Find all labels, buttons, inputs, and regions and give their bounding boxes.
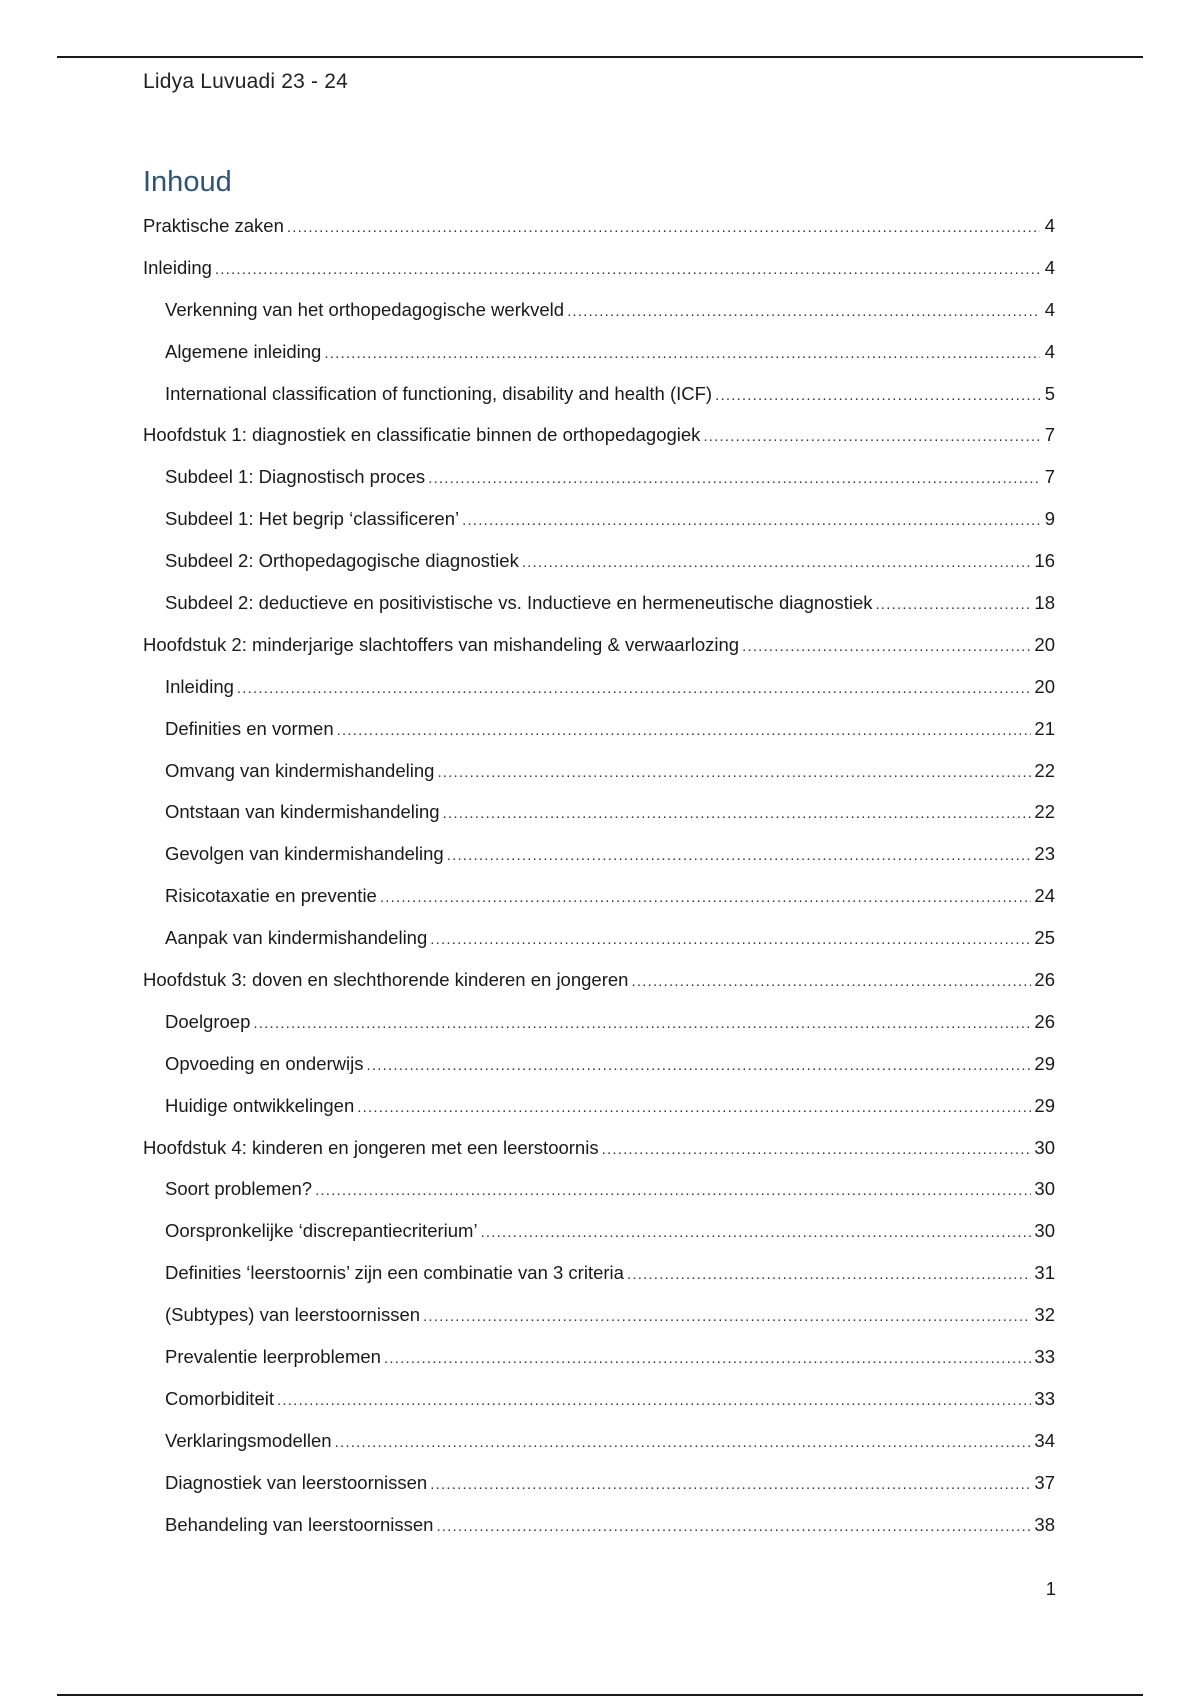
- toc-entry-page: 20: [1034, 675, 1055, 697]
- toc-entry-page: 7: [1044, 466, 1055, 488]
- toc-subentry[interactable]: [143, 582, 1055, 624]
- footer-rule: [57, 1694, 1143, 1696]
- toc-entry[interactable]: [143, 959, 1055, 1001]
- toc-entry-label: Subdeel 1: Het begrip ‘classificeren’: [165, 508, 460, 530]
- toc-entry-page: 29: [1034, 1052, 1055, 1074]
- toc-entry-label: Prevalentie leerproblemen: [165, 1346, 381, 1368]
- toc-leader-dots: [567, 291, 1040, 333]
- toc-subentry[interactable]: [143, 1336, 1055, 1378]
- toc-leader-dots: [324, 333, 1040, 375]
- toc-entry-label: Subdeel 1: Diagnostisch proces: [165, 466, 426, 488]
- toc-subentry[interactable]: [143, 1043, 1055, 1085]
- toc-subentry[interactable]: [143, 1462, 1055, 1504]
- toc-entry-page: 23: [1034, 843, 1055, 865]
- toc-entry-label: Verkenning van het orthopedagogische werkveld: [165, 298, 565, 320]
- toc-entry-label: Aanpak van kindermishandeling: [165, 927, 428, 949]
- toc-leader-dots: [481, 1212, 1032, 1254]
- toc-entry-label: Verklaringsmodellen: [165, 1429, 332, 1451]
- toc-entry-page: 24: [1034, 885, 1055, 907]
- toc-leader-dots: [436, 1506, 1031, 1548]
- toc-leader-dots: [357, 1087, 1031, 1129]
- toc-subentry[interactable]: [143, 1294, 1055, 1336]
- toc-entry-page: 16: [1034, 550, 1055, 572]
- toc-entry[interactable]: [143, 414, 1055, 456]
- toc-subentry[interactable]: [143, 540, 1055, 582]
- toc-entry-page: 30: [1034, 1220, 1055, 1242]
- toc-entry-label: Hoofdstuk 1: diagnostiek en classificatie binnen de orthopedagogiek: [143, 424, 701, 446]
- toc-entry-page: 37: [1034, 1471, 1055, 1493]
- toc-leader-dots: [315, 1170, 1031, 1212]
- toc-leader-dots: [237, 668, 1032, 710]
- toc-entry-page: 29: [1034, 1094, 1055, 1116]
- toc-leader-dots: [423, 1296, 1031, 1338]
- toc-entry-page: 33: [1034, 1387, 1055, 1409]
- toc-entry-page: 4: [1044, 215, 1055, 236]
- toc-subentry[interactable]: [143, 1168, 1055, 1210]
- toc-leader-dots: [380, 877, 1032, 919]
- toc-subentry[interactable]: [143, 1378, 1055, 1420]
- toc-subentry[interactable]: [143, 498, 1055, 540]
- toc-entry-label: Inleiding: [165, 675, 234, 697]
- toc-entry-page: 18: [1034, 592, 1055, 614]
- toc-leader-dots: [876, 584, 1032, 626]
- toc-entry-label: Opvoeding en onderwijs: [165, 1052, 364, 1074]
- toc-entry-label: Ontstaan van kindermishandeling: [165, 801, 440, 823]
- toc-entry-page: 38: [1034, 1513, 1055, 1535]
- toc-entry-page: 32: [1034, 1304, 1055, 1326]
- toc-subentry[interactable]: [143, 331, 1055, 373]
- toc-leader-dots: [253, 1003, 1031, 1045]
- toc-entry-label: Hoofdstuk 3: doven en slechthorende kinderen en jongeren: [143, 969, 629, 991]
- toc-entry-page: 20: [1034, 633, 1055, 655]
- toc-subentry[interactable]: [143, 373, 1055, 415]
- toc-entry-label: (Subtypes) van leerstoornissen: [165, 1304, 421, 1326]
- toc-leader-dots: [522, 542, 1032, 584]
- toc-entry-page: 7: [1044, 424, 1055, 446]
- toc-entry-label: Soort problemen?: [165, 1178, 313, 1200]
- toc-leader-dots: [715, 375, 1040, 417]
- toc-entry-label: Algemene inleiding: [165, 340, 322, 362]
- toc-entry-page: 25: [1034, 927, 1055, 949]
- toc-subentry[interactable]: [143, 1252, 1055, 1294]
- toc-subentry[interactable]: [143, 289, 1055, 331]
- toc-entry-label: Inleiding: [143, 256, 212, 278]
- toc-entry[interactable]: [143, 1127, 1055, 1169]
- toc-leader-dots: [384, 1338, 1031, 1380]
- toc-entry-label: Definities en vormen: [165, 717, 334, 739]
- toc-leader-dots: [602, 1129, 1032, 1171]
- toc-entry-label: Definities ‘leerstoornis’ zijn een combinatie van 3 criteria: [165, 1262, 624, 1284]
- toc-entry-label: Praktische zaken: [143, 215, 284, 236]
- toc-leader-dots: [428, 458, 1040, 500]
- toc-entry-label: Huidige ontwikkelingen: [165, 1094, 355, 1116]
- toc-subentry[interactable]: [143, 708, 1055, 750]
- toc-subentry[interactable]: [143, 833, 1055, 875]
- toc-subentry[interactable]: [143, 750, 1055, 792]
- toc-leader-dots: [703, 416, 1040, 458]
- toc-leader-dots: [277, 1380, 1031, 1422]
- toc-entry-label: Risicotaxatie en preventie: [165, 885, 377, 907]
- toc-entry-page: 34: [1034, 1429, 1055, 1451]
- toc-leader-dots: [215, 249, 1040, 291]
- toc-entry-label: Doelgroep: [165, 1010, 251, 1032]
- header-rule: [57, 56, 1143, 58]
- author-header: Lidya Luvuadi 23 - 24: [143, 70, 349, 93]
- toc-entry-page: 26: [1034, 1010, 1055, 1032]
- toc-entry-label: Oorspronkelijke ‘discrepantiecriterium’: [165, 1220, 478, 1242]
- toc-entry[interactable]: [143, 247, 1055, 289]
- toc-subentry[interactable]: [143, 1085, 1055, 1127]
- toc-entry-page: 26: [1034, 969, 1055, 991]
- toc-leader-dots: [627, 1254, 1031, 1296]
- toc-subentry[interactable]: [143, 1420, 1055, 1462]
- toc-entry-label: Subdeel 2: deductieve en positivistische vs. Inductieve en hermeneutische diagnostiek: [165, 592, 873, 614]
- toc-leader-dots: [337, 710, 1032, 752]
- toc-entry[interactable]: [143, 624, 1055, 666]
- toc-leader-dots: [430, 1464, 1031, 1506]
- toc-subentry[interactable]: [143, 1504, 1055, 1546]
- toc-entry-page: 4: [1044, 298, 1055, 320]
- toc-leader-dots: [447, 835, 1032, 877]
- toc-entry-label: Hoofdstuk 2: minderjarige slachtoffers van mishandeling & verwaarlozing: [143, 633, 740, 655]
- toc-entry-label: Subdeel 2: Orthopedagogische diagnostiek: [165, 550, 519, 572]
- toc-leader-dots: [287, 207, 1040, 249]
- toc-leader-dots: [437, 752, 1031, 794]
- toc-subentry[interactable]: [143, 917, 1055, 959]
- toc-entry-page: 9: [1044, 508, 1055, 530]
- toc-entry-page: 4: [1044, 256, 1055, 278]
- page-number: 1: [1045, 1578, 1056, 1599]
- toc-entry-page: 33: [1034, 1346, 1055, 1368]
- toc-entry[interactable]: [143, 205, 1055, 247]
- toc-entry-label: Diagnostiek van leerstoornissen: [165, 1471, 428, 1493]
- toc-leader-dots: [462, 500, 1040, 542]
- toc-entry-page: 21: [1034, 717, 1055, 739]
- toc-entry-label: International classification of functioning, disability and health (ICF): [165, 382, 713, 404]
- toc-entry-label: Gevolgen van kindermishandeling: [165, 843, 444, 865]
- toc-leader-dots: [367, 1045, 1032, 1087]
- toc-subentry[interactable]: [143, 1210, 1055, 1252]
- toc-entry-page: 22: [1034, 801, 1055, 823]
- toc-entry-page: 30: [1034, 1136, 1055, 1158]
- toc-entry-label: Hoofdstuk 4: kinderen en jongeren met een leerstoornis: [143, 1136, 599, 1158]
- toc-entry-label: Comorbiditeit: [165, 1387, 274, 1409]
- toc-subentry[interactable]: [143, 456, 1055, 498]
- toc-entry-page: 22: [1034, 759, 1055, 781]
- table-of-contents: [143, 205, 1055, 1546]
- toc-entry-page: 5: [1044, 382, 1055, 404]
- toc-leader-dots: [443, 793, 1032, 835]
- toc-title: Inhoud: [143, 166, 232, 198]
- toc-entry-page: 31: [1034, 1262, 1055, 1284]
- toc-subentry[interactable]: [143, 666, 1055, 708]
- toc-leader-dots: [335, 1422, 1032, 1464]
- toc-leader-dots: [430, 919, 1031, 961]
- toc-subentry[interactable]: [143, 791, 1055, 833]
- toc-entry-label: Omvang van kindermishandeling: [165, 759, 435, 781]
- toc-subentry[interactable]: [143, 875, 1055, 917]
- toc-subentry[interactable]: [143, 1001, 1055, 1043]
- toc-entry-page: 4: [1044, 340, 1055, 362]
- toc-leader-dots: [631, 961, 1031, 1003]
- toc-entry-label: Behandeling van leerstoornissen: [165, 1513, 434, 1535]
- toc-entry-page: 30: [1034, 1178, 1055, 1200]
- toc-leader-dots: [742, 626, 1031, 668]
